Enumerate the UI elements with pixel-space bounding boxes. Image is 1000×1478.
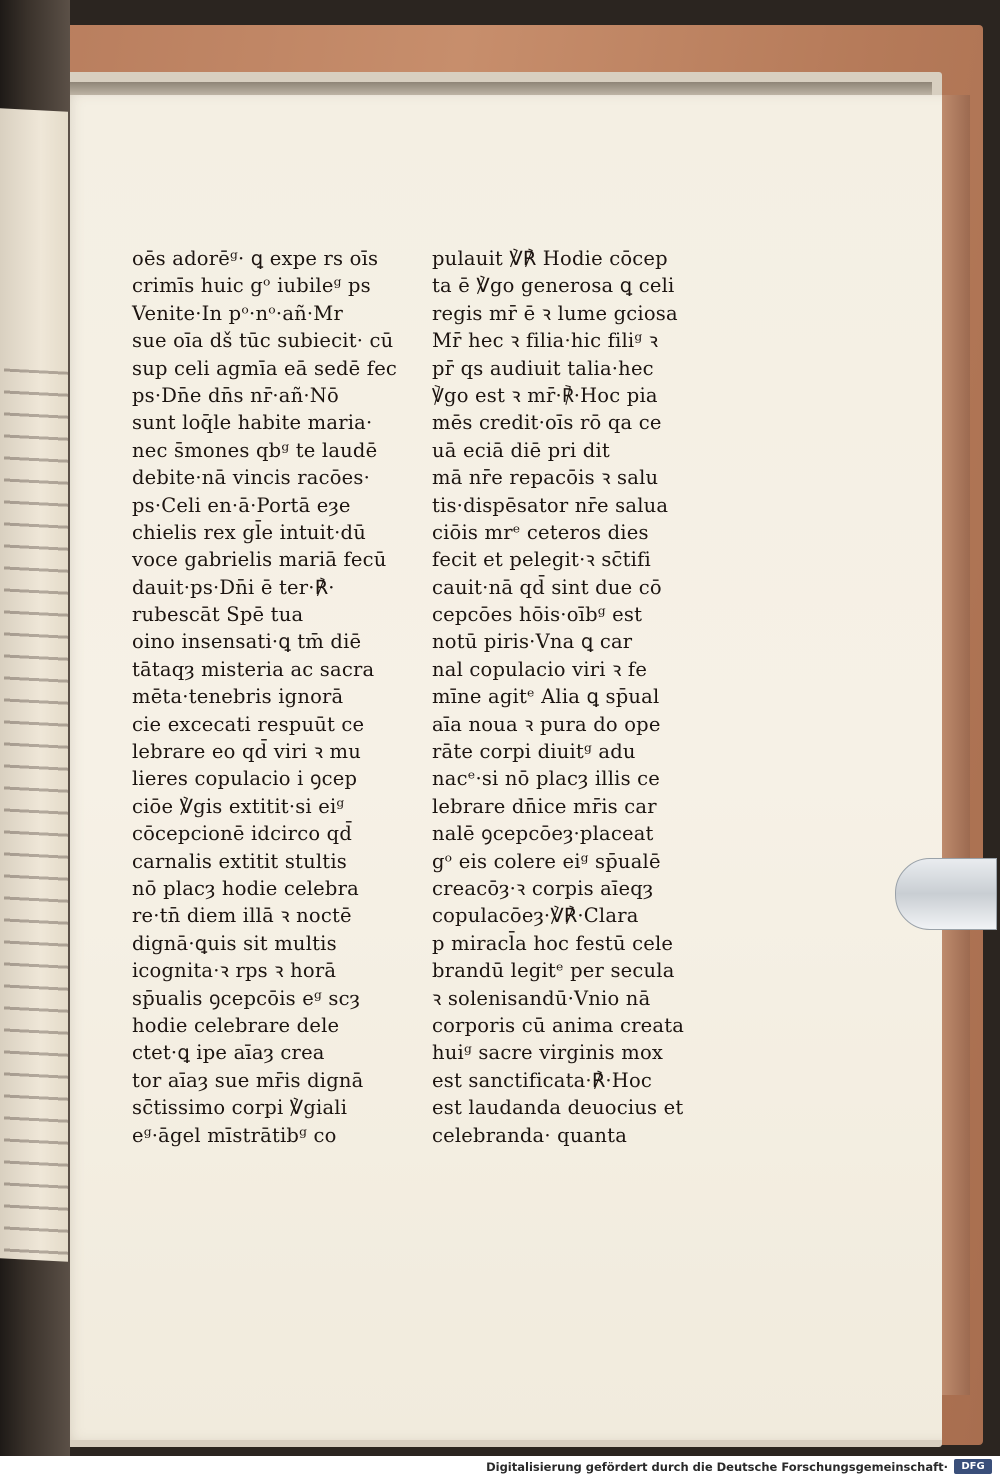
text-line: crimīs huic gᵒ iubileᵍ ps: [132, 274, 371, 298]
text-line: mā nr̄e repacōis ꝛ salu: [432, 466, 659, 490]
text-line: copulacōeȝ·℣℟·Clara: [432, 904, 639, 928]
text-line: ꝛ solenisandū·Vnio nā: [432, 986, 651, 1010]
text-line: ℣go est ꝛ mr̄·℟·Hoc pia: [432, 383, 658, 407]
text-line: creacōȝ·ꝛ corpis aīeqȝ: [432, 876, 654, 900]
text-line: corporis cū anima creata: [432, 1013, 685, 1037]
text-line: dauit·ps·Dn̄i ē ter·℟·: [132, 575, 335, 599]
text-line: ps·Celi en·ā·Portā eȝe: [132, 493, 351, 517]
text-column-right: [432, 245, 717, 1149]
text-line: huiᵍ sacre virginis mox: [432, 1041, 664, 1065]
text-line: brandū legitᵉ per secula: [432, 959, 675, 983]
text-line: sc̄tissimo corpi ℣giali: [132, 1096, 348, 1120]
text-line: eᵍ·āgel mīstrātibᵍ co: [132, 1123, 337, 1147]
dfg-logo: DFG: [954, 1459, 992, 1474]
text-line: cie excecati respuūt ce: [132, 712, 365, 736]
text-line: ctet·ꝗ ipe aīaȝ crea: [132, 1041, 325, 1065]
text-line: ciōis mrᵉ ceteros dies: [432, 520, 649, 544]
text-line: lieres copulacio i ꝯcep: [132, 767, 358, 791]
text-line: voce gabrielis mariā fecū: [132, 548, 387, 572]
text-line: sp̄ualis ꝯcepcōis eᵍ scȝ: [132, 986, 361, 1010]
text-line: pr̄ qs audiuit talia·hec: [432, 356, 654, 380]
page-clip: [895, 858, 997, 930]
text-line: Mr̄ hec ꝛ filia·hic filiᵍ ꝛ: [432, 329, 659, 353]
text-line: lebrare eo qd̄ viri ꝛ mu: [132, 740, 362, 764]
text-line: nal copulacio viri ꝛ fe: [432, 657, 648, 681]
text-line: notū piris·Vna ꝗ car: [432, 630, 633, 654]
text-line: lebrare dn̄ice mr̄is car: [432, 794, 657, 818]
text-line: rubescāt Spē tua: [132, 603, 304, 627]
text-line: celebranda· quanta: [432, 1123, 628, 1147]
text-line: nec s̄mones qbᵍ te laudē: [132, 438, 378, 462]
text-line: nacᵉ·si nō placȝ illis ce: [432, 767, 661, 791]
verso-text-bleed: [4, 368, 68, 1261]
text-line: mēta·tenebris ignorā: [132, 685, 344, 709]
text-line: cepcōes hōis·oībᵍ est: [432, 603, 643, 627]
text-line: fecit et pelegit·ꝛ sc̄tifi: [432, 548, 651, 572]
text-line: cauit·nā qd̄ sint due cō: [432, 575, 662, 599]
text-line: gᵒ eis colere eiᵍ sp̄ualē: [432, 849, 661, 873]
footer-bar: [0, 1456, 1000, 1478]
text-line: sunt loq̄le habite maria·: [132, 411, 373, 435]
text-line: mēs credit·oīs rō qa ce: [432, 411, 662, 435]
text-line: re·tn̄ diem illā ꝛ noctē: [132, 904, 352, 928]
text-line: debite·nā vincis racōes·: [132, 466, 371, 490]
verso-page-edge: [0, 108, 68, 1262]
text-line: pulauit ℣℟ Hodie cōcep: [432, 247, 668, 270]
text-line: regis mr̄ ē ꝛ lume gciosa: [432, 301, 678, 325]
text-line: oino insensati·ꝗ tm̄ diē: [132, 630, 362, 654]
text-line: rāte corpi diuitᵍ adu: [432, 740, 636, 764]
text-line: hodie celebrare dele: [132, 1013, 340, 1037]
text-line: p miracl̄a hoc festū cele: [432, 931, 674, 955]
text-line: carnalis extitit stultis: [132, 849, 347, 873]
text-line: cōcepcionē idcirco qd̄: [132, 822, 353, 846]
text-line: tātaqȝ misteria ac sacra: [132, 657, 375, 681]
text-line: icognita·ꝛ rps ꝛ horā: [132, 959, 337, 983]
text-line: aīa noua ꝛ pura do ope: [432, 712, 661, 736]
text-line: nalē ꝯcepcōeȝ·placeat: [432, 822, 654, 846]
text-line: ps·Dn̄e dn̄s nr̄·añ·Nō: [132, 383, 339, 407]
text-line: oēs adorēᵍ· ꝗ expe rs oīs: [132, 247, 379, 270]
text-line: tor aīaȝ sue mr̄is dignā: [132, 1068, 364, 1092]
text-line: uā eciā diē pri dit: [432, 438, 610, 462]
text-line: mīne agitᵉ Alia ꝗ sp̄ual: [432, 685, 660, 709]
funding-credit: Digitalisierung gefördert durch die Deutsche Forschungsgemeinschaft·: [486, 1460, 948, 1474]
text-line: est sanctificata·℟·Hoc: [432, 1068, 653, 1092]
text-line: sue oīa dš tūc subiecit· cū: [132, 329, 394, 353]
text-line: sup celi agmīa eā sedē fec: [132, 356, 398, 380]
text-column-left: [132, 245, 417, 1149]
text-line: ta ē ℣go generosa ꝗ celi: [432, 274, 675, 298]
cover-edge: [940, 95, 970, 1395]
text-line: dignā·ꝗuis sit multis: [132, 931, 337, 955]
text-line: ciōe ℣gis extitit·si eiᵍ: [132, 794, 345, 818]
text-line: tis·dispēsator nr̄e salua: [432, 493, 669, 517]
text-line: nō placȝ hodie celebra: [132, 876, 359, 900]
text-line: est laudanda deuocius et: [432, 1096, 684, 1120]
text-line: chielis rex gl̄e intuit·dū: [132, 520, 366, 544]
text-line: Venite·In pᵒ·nᵒ·añ·Mr: [132, 301, 343, 325]
